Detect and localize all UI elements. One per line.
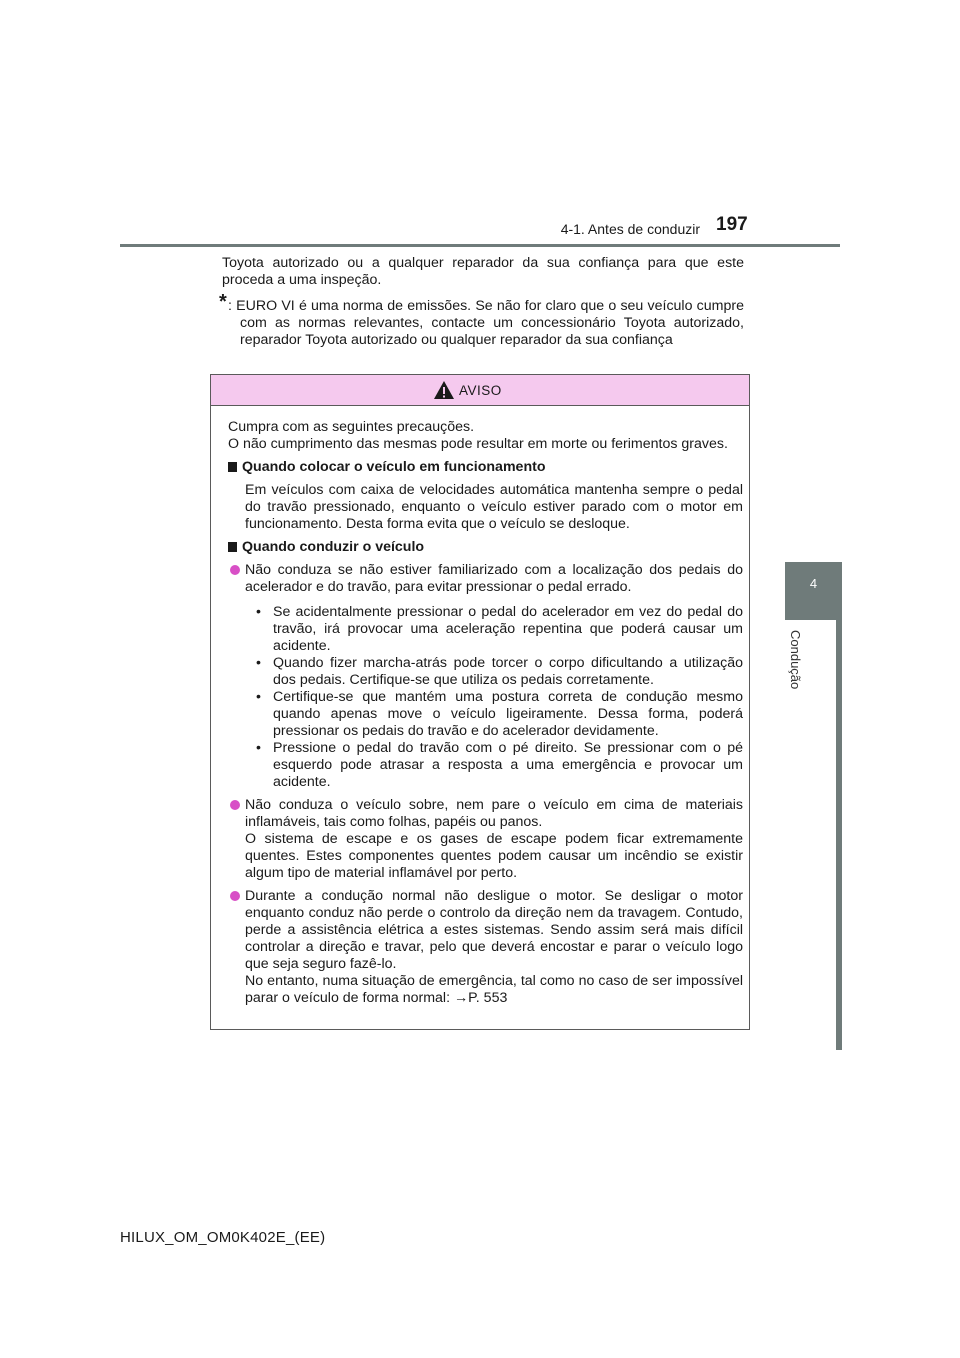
sub-bullet-list: [228, 604, 743, 791]
sub-bullet: [256, 740, 743, 791]
warning-intro-line: Cumpra com as seguintes precauções.: [228, 419, 475, 435]
chapter-tab-bar: [836, 620, 842, 1050]
page-number: 197: [716, 214, 748, 235]
section-text: Em veículos com caixa de velocidades automática mantenha sempre o pedal do travão pressionado, enquanto o veículo estiver parado com o motor em funcionamento. Desta forma evita que o veículo se desloque.: [245, 482, 743, 532]
bullet-char: •: [256, 604, 261, 620]
sub-bullet-text: Se acidentalmente pressionar o pedal do acelerador em vez do pedal do travão, irá provocar uma aceleração repentina que poderá causar um acidente.: [273, 604, 743, 654]
section-heading: Quando conduzir o veículo: [228, 539, 743, 556]
chapter-label: Condução: [788, 630, 803, 690]
list-item-text: Não conduza se não estiver familiarizado com a localização dos pedais do acelerador e do travão, para evitar pressionar o pedal errado.: [245, 562, 743, 595]
bullet-char: •: [256, 689, 261, 705]
list-item-text: Durante a condução normal não desligue o motor. Se desligar o motor enquanto conduz não perde o controlo da direção nem da travagem. Contudo, perde a assistência elétrica a estes sistemas. Sendo assim será mais difícil controlar a direção e travar, pelo que deverá encostar e parar o veículo logo que seja seguro fazê-lo.: [245, 888, 743, 972]
footnote: [219, 291, 744, 349]
sub-bullet: [256, 689, 743, 740]
pink-bullet-icon: [230, 891, 240, 901]
chapter-label-wrap: [788, 630, 808, 730]
warning-body: [228, 419, 743, 1007]
footnote-text: : EURO VI é uma norma de emissões. Se não for claro que o seu veículo cumpre com as normas relevantes, contacte um concessionário Toyota autorizado, reparador Toyota autorizado ou qualquer reparador da sua confiança: [228, 298, 744, 348]
warning-triangle-icon: [433, 380, 455, 400]
sub-bullet-text: Pressione o pedal do travão com o pé direito. Se pressionar com o pé esquerdo pode atrasar a resposta a uma emergência e provocar um acidente.: [273, 740, 743, 790]
list-item-text: Não conduza o veículo sobre, nem pare o veículo em cima de materiais inflamáveis, tais como folhas, papéis ou panos.: [245, 797, 743, 830]
intro-paragraph: Toyota autorizado ou a qualquer reparador da sua confiança para que este proceda a uma inspeção.: [222, 255, 744, 288]
sub-bullet-text: Certifique-se que mantém uma postura correta de condução mesmo quando apenas move o veículo ligeiramente. Dessa forma, poderá pressionar os pedais do travão e do acelerador devidamente.: [273, 689, 743, 739]
bullet-char: •: [256, 740, 261, 756]
list-item: [228, 888, 743, 1007]
sub-bullet: [256, 655, 743, 689]
pink-bullet-icon: [230, 800, 240, 810]
warning-title: AVISO: [459, 383, 502, 398]
list-item-text: O sistema de escape e os gases de escape podem ficar extremamente quentes. Estes componentes quentes podem causar um incêndio se existir algum tipo de material inflamável por perto.: [245, 831, 743, 881]
section-heading: Quando colocar o veículo em funcionamento: [228, 459, 743, 476]
list-item-text: [245, 973, 743, 1007]
list-item-text-part: No entanto, numa situação de emergência, tal como no caso de ser impossível parar o veículo de forma normal:: [245, 973, 743, 1006]
sub-bullet: [256, 604, 743, 655]
footnote-mark: *: [219, 291, 227, 313]
warning-intro-line: O não cumprimento das mesmas pode resultar em morte ou ferimentos graves.: [228, 436, 728, 452]
bullet-char: •: [256, 655, 261, 671]
header-divider: [120, 244, 840, 247]
document-code: HILUX_OM_OM0K402E_(EE): [120, 1229, 326, 1246]
chapter-number-tab: [785, 562, 842, 620]
page-reference-link[interactable]: →P. 553: [453, 990, 508, 1006]
pink-bullet-icon: [230, 565, 240, 575]
list-item: [228, 797, 743, 882]
section-title: 4-1. Antes de conduzir: [560, 221, 700, 237]
chapter-number: 4: [809, 576, 818, 591]
list-item: [228, 562, 743, 596]
sub-bullet-text: Quando fizer marcha-atrás pode torcer o corpo dificultando a utilização dos pedais. Certifique-se que utiliza os pedais corretamente.: [273, 655, 743, 688]
warning-header: [211, 375, 749, 406]
warning-box: [210, 374, 750, 1030]
